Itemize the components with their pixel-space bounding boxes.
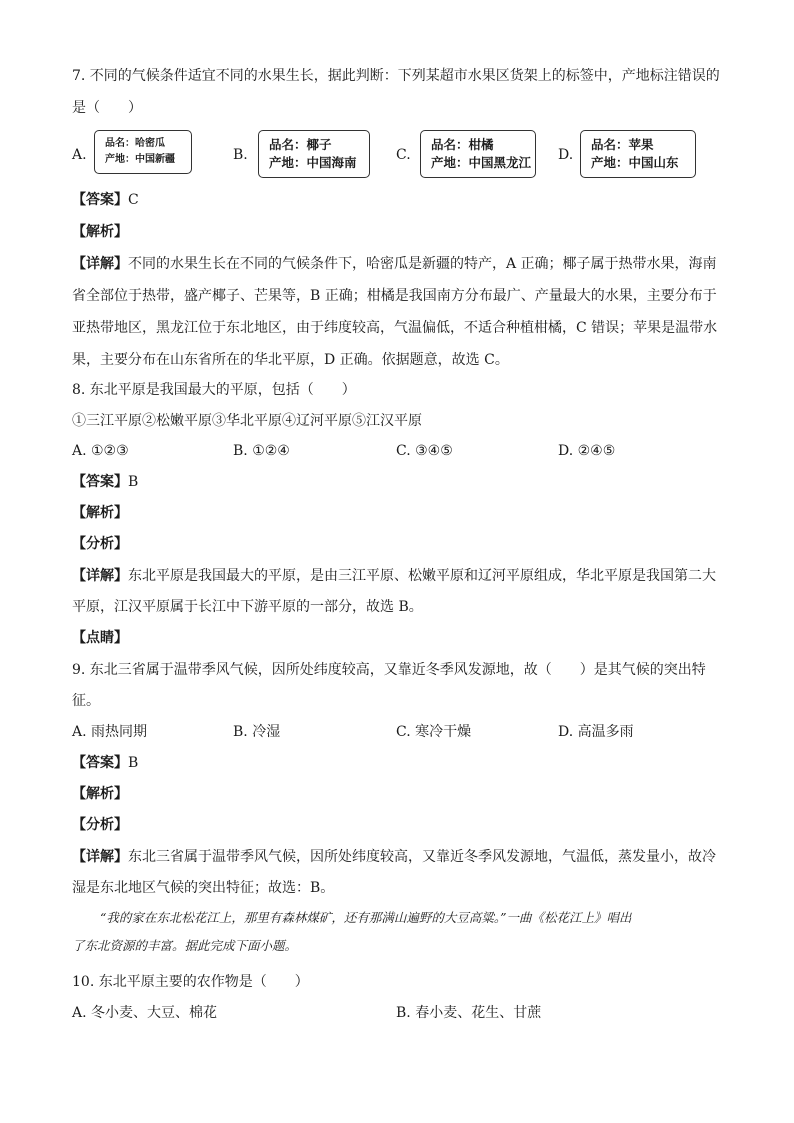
q8-option-a: A. ①②③ [72,443,129,459]
card-origin: 产地：中国山东 [591,155,679,170]
q7-detail-line-3: 亚热带地区，黑龙江位于东北地区，由于纬度较高，气温偏低，不适合种植柑橘，C 错误；苹果是温带水 [72,320,718,336]
q7-option-c [396,128,546,182]
q9-stem-line-2: 征。 [72,693,100,709]
q9-option-c: C. 寒冷干燥 [396,724,472,740]
answer-value: B [128,474,139,490]
q8-option-c: C. ③④⑤ [396,443,453,459]
q8-comment-tag: 【点睛】 [72,630,128,646]
option-letter: C. [396,147,411,163]
q8-options [72,441,722,461]
option-letter: D. [558,147,574,163]
q8-items: ①三江平原②松嫩平原③华北平原④辽河平原⑤江汉平原 [72,413,422,429]
q9-options [72,722,722,742]
q9-analysis-tag: 【解析】 [72,786,128,802]
detail-tag: 【详解】 [72,849,128,865]
answer-tag: 【答案】 [72,192,128,208]
q7-label-options [72,128,722,182]
q7-option-b [233,128,383,182]
card-origin: 产地：中国海南 [269,155,357,170]
q10-option-b: B. 春小麦、花生、甘蔗 [396,1005,542,1021]
card-name: 品名：椰子 [269,137,332,152]
q7-option-a [72,128,202,182]
q10-options [72,1003,722,1023]
answer-value: B [128,755,139,771]
q8-answer [72,472,722,492]
detail-tag: 【详解】 [72,568,128,584]
card-name: 品名：哈密瓜 [105,138,165,149]
detail-tag: 【详解】 [72,256,128,272]
card-name: 品名：苹果 [591,137,654,152]
q8-detail-line-2: 平原，江汉平原属于长江中下游平原的一部分，故选 B。 [72,599,423,615]
option-letter: B. [233,147,248,163]
q7-answer [72,190,722,210]
q8-analysis-tag: 【解析】 [72,505,128,521]
q10-option-a: A. 冬小麦、大豆、棉花 [72,1005,218,1021]
q8-stem: 8. 东北平原是我国最大的平原，包括（ ） [72,382,356,398]
q7-detail-line-2: 省全部位于热带，盛产椰子、芒果等，B 正确；柑橘是我国南方分布最广、产量最大的水果，主要分布于 [72,288,717,304]
q9-stem-line-1: 9. 东北三省属于温带季风气候，因所处纬度较高，又靠近冬季风发源地，故（ ）是其气候的突出特 [72,662,706,678]
q9-fenxi-tag: 【分析】 [72,817,128,833]
fruit-label-card [580,130,696,178]
q10-stem: 10. 东北平原主要的农作物是（ ） [72,974,309,990]
q7-detail-line-4: 果，主要分布在山东省所在的华北平原，D 正确。依据题意，故选 C。 [72,352,509,368]
q7-stem-line-2: 是（ ） [72,100,142,116]
card-name: 品名：柑橘 [431,137,494,152]
fruit-label-card [258,130,370,178]
answer-tag: 【答案】 [72,474,128,490]
q8-option-b: B. ①②④ [233,443,290,459]
reading-passage [72,904,722,960]
passage-line-1: “我的家在东北松花江上，那里有森林煤矿，还有那满山遍野的大豆高粱。”一曲《松花江上》唱出 [100,910,632,925]
detail-text: 不同的水果生长在不同的气候条件下，哈密瓜是新疆的特产，A 正确；椰子属于热带水果，海南 [128,256,717,272]
option-letter: A. [72,147,87,163]
q9-option-a: A. 雨热同期 [72,724,148,740]
answer-tag: 【答案】 [72,755,128,771]
card-origin: 产地：中国新疆 [105,154,175,165]
q9-answer [72,753,722,773]
q9-option-d: D. 高温多雨 [558,724,634,740]
q8-option-d: D. ②④⑤ [558,443,616,459]
q7-stem-line-1: 7. 不同的气候条件适宜不同的水果生长，据此判断：下列某超市水果区货架上的标签中，产地标注错误的 [72,68,720,84]
q9-option-b: B. 冷湿 [233,724,281,740]
fruit-label-card [94,130,192,174]
q9-detail-line-2: 湿是东北地区气候的突出特征；故选：B。 [72,880,335,896]
q8-fenxi-tag: 【分析】 [72,536,128,552]
answer-value: C [128,192,139,208]
fruit-label-card [420,130,536,178]
q8-detail-line-1 [72,566,722,586]
q7-analysis-tag: 【解析】 [72,224,128,240]
q9-detail-line-1 [72,847,722,867]
q7-detail-line-1 [72,254,722,274]
detail-text: 东北平原是我国最大的平原，是由三江平原、松嫩平原和辽河平原组成，华北平原是我国第二大 [128,568,716,584]
q7-option-d [558,128,708,182]
passage-line-2: 了东北资源的丰富。据此完成下面小题。 [72,938,298,953]
card-origin: 产地：中国黑龙江 [431,155,532,170]
detail-text: 东北三省属于温带季风气候，因所处纬度较高，又靠近冬季风发源地，气温低，蒸发量小，故冷 [128,849,716,865]
